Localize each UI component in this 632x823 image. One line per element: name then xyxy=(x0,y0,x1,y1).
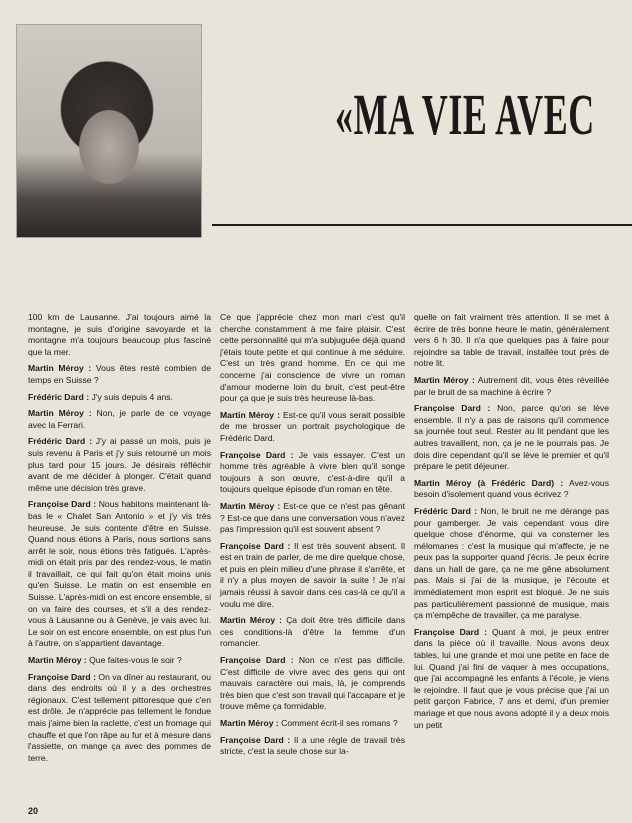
paragraph xyxy=(414,478,609,501)
paragraph xyxy=(28,408,211,431)
speaker-name: Françoise Dard : xyxy=(220,449,294,460)
paragraph xyxy=(28,499,211,650)
paragraph xyxy=(220,541,405,611)
speaker-name: Martin Méroy : xyxy=(28,408,92,419)
paragraph-text: 100 km de Lausanne. J'ai toujours aimé la montagne, je suis d'origine savoyarde et la montagne m'a toujours beaucoup plus fasciné que la mer. xyxy=(28,312,211,357)
paragraph xyxy=(28,655,211,667)
paragraph xyxy=(220,312,405,405)
paragraph-text: Comment écrit-il ses romans ? xyxy=(281,718,398,728)
speaker-name: Françoise Dard : xyxy=(28,499,97,510)
paragraph xyxy=(28,672,211,765)
paragraph xyxy=(220,735,405,758)
speaker-name: Martin Méroy (à Frédéric Dard) : xyxy=(414,477,564,488)
speaker-name: Martin Méroy : xyxy=(220,718,279,728)
paragraph-text: Autrement dit, vous êtes réveillée par le bruit de sa machine à écrire ? xyxy=(414,374,609,397)
speaker-name: Martin Méroy : xyxy=(220,409,280,420)
speaker-name: Martin Méroy : xyxy=(414,374,475,385)
portrait-photo xyxy=(16,24,202,238)
paragraph xyxy=(414,506,609,622)
text-column-1 xyxy=(28,312,211,800)
paragraph xyxy=(220,501,405,536)
paragraph xyxy=(220,718,405,730)
speaker-name: Françoise Dard : xyxy=(220,734,291,745)
paragraph xyxy=(220,450,405,496)
paragraph xyxy=(414,403,609,473)
paragraph xyxy=(220,410,405,445)
paragraph-text: Ce que j'apprécie chez mon mari c'est qu'il cherche constamment à me faire plaisir. C'est cette personnalité qui m'a subjuguée déjà quand j'étais toute petite et qui continue à me séduire. C'est un très grand homme. En ce qui me concerne j'ai conscience de vivre un roman d'amour moderne loin du bruit, c'est peut-être pour ça que je suis très heureuse là-bas. xyxy=(220,312,405,404)
paragraph-text: Je vais essayer. C'est un homme très agréable à vivre bien qu'il songe toujours à son œuvre, c'est-à-dire qu'il a toujours quelque épisode d'un roman en tête. xyxy=(220,449,405,495)
article-title: «MA VIE AVEC xyxy=(335,82,595,147)
paragraph-text: Il a une règle de travail très stricte, c'est la seule chose sur la- xyxy=(220,734,405,757)
text-column-2 xyxy=(220,312,405,800)
paragraph-text: J'y ai passé un mois, puis je suis revenu à Paris et j'y suis retourné un mois plus tard pour 15 jours. Je désirais réfléchir avant de me décider à plonger. C'était quand même une décision très grave. xyxy=(28,436,211,493)
speaker-name: Martin Méroy : xyxy=(28,655,87,666)
paragraph xyxy=(28,312,211,358)
paragraph xyxy=(28,436,211,494)
paragraph-text: J'y suis depuis 4 ans. xyxy=(91,391,173,402)
paragraph xyxy=(220,655,405,713)
speaker-name: Françoise Dard : xyxy=(414,403,491,414)
paragraph-text: Il est très souvent absent. Il est en train de parler, de me dire quelque chose, et puis en plein milieu d'une phrase il s'arrête, et il n'y a plus moyen de savoir la suite ! Je n'ai jamais réussi à savoir dans ces cas-là ce qu'il a voulu me dire. xyxy=(220,540,405,609)
paragraph-text: Ça doit être très difficile dans ces conditions-là d'être la femme d'un romancier. xyxy=(220,615,405,649)
paragraph-text: Avez-vous besoin d'isolement quand vous écrivez ? xyxy=(414,477,609,500)
speaker-name: Frédéric Dard : xyxy=(28,436,92,447)
speaker-name: Frédéric Dard : xyxy=(28,391,90,402)
paragraph-text: Vous êtes resté combien de temps en Suisse ? xyxy=(28,363,211,385)
paragraph-text: Non, parce qu'on se lève ensemble. Il n'y a pas de raisons qu'il commence sa journée tout seul. Rester au lit pendant que les autres travaillent, non, ça je ne le pourrais pas. Je dois dire cependant qu'il se lève le premier et qu'il prépare le petit déjeuner. xyxy=(414,403,609,472)
speaker-name: Martin Méroy : xyxy=(28,363,92,374)
paragraph-text: Non, je parle de ce voyage avec la Ferrari. xyxy=(28,408,211,430)
speaker-name: Françoise Dard : xyxy=(220,655,294,666)
speaker-name: Françoise Dard : xyxy=(220,540,291,551)
text-column-3 xyxy=(414,312,609,800)
paragraph xyxy=(414,375,609,398)
paragraph-text: Non ce n'est pas difficile. C'est difficile de vivre avec des gens qui ont mauvais caractère oui mais, là, je comprends très bien que c'est son travail qui l'accapare et je trouve même ça formidable. xyxy=(220,655,405,712)
paragraph-text: quelle on fait vraiment très attention. Il se met à écrire de très bonne heure le matin, généralement vers 6 h 30. Il n'a que quelques pas à faire pour rejoindre sa table de travail, installée tout près de notre lit. xyxy=(414,312,609,369)
speaker-name: Martin Méroy : xyxy=(220,615,283,626)
paragraph xyxy=(220,615,405,650)
paragraph-text: Quant à moi, je peux entrer dans la pièce où il travaille. Nous avons deux tables, lui une grande et moi une petite en face de lui. Quand j'ai fini de vaquer à mes occupations, que j'ai accompagné les enfants à l'école, je viens le rejoindre. Il faut que je vous précise que j'ai un petit garçon Fabrice, 7 ans et demi, d'un premier mariage et que nous avons adopté il y a deux mois un petit xyxy=(414,626,609,730)
speaker-name: Frédéric Dard : xyxy=(414,505,478,516)
speaker-name: Martin Méroy : xyxy=(220,500,281,511)
title-rule xyxy=(212,224,632,226)
speaker-name: Françoise Dard : xyxy=(28,671,96,682)
paragraph-text: Non, le bruit ne me dérange pas pour gamberger. Je vais cependant vous dire quelque chose d'énorme, qui va consterner les mélomanes : c'est la musique qui m'affecte, je ne peux pas la supporter quand j'écris. Je peux écrire dans un hall de gare, ça ne me gêne absolument pas. Mais si j'ai de la musique, je l'écoute et immédiatement mon esprit est bloqué. Je ne suis pas particulièrement passionné de musique, mais ça m'empêche de travailler, ça me paralyse. xyxy=(414,505,609,621)
paragraph xyxy=(28,363,211,386)
paragraph-text: Nous habitons maintenant là-bas le « Chalet San Antonio » et j'y vis très heureuse. Je suis contente d'être en Suisse. Quand nous étions à Paris, nous sortions sans arrêt le soir, nous étions très fatigués. L'après-midi on était pris par des rendez-vous, le matin il travaillait, ce qui fait qu'on était moins unis qu'en Suisse. Le matin on est ensemble en Suisse. L'après-midi on est encore ensemble, si on va faire des courses, et s'il a des rendez-vous à Lausanne ou à Genève, je vais avec lui. Le soir on est encore ensemble, on est plus l'un à l'autre, on s'appartient davantage. xyxy=(28,499,211,649)
page-number: 20 xyxy=(28,806,39,816)
paragraph-text: Est-ce qu'il vous serait possible de me brosser un portrait psychologique de Frédéric Dard. xyxy=(220,409,405,443)
paragraph xyxy=(414,627,609,731)
paragraph xyxy=(28,392,211,404)
paragraph xyxy=(414,312,609,370)
paragraph-text: On va dîner au restaurant, ou dans des endroits où il y a des orchestres régionaux. C'est tellement pittoresque que c'en est drôle. Je n'apprécie pas tellement le fondue mais j'aime bien la raclette, c'est un fromage qui chauffe et que l'on râpe au fur et à mesure dans l'assiette, on mange ça avec des pommes de terre. xyxy=(28,671,211,763)
paragraph-text: Est-ce que ce n'est pas gênant ? Est-ce que dans une conversation vous n'avez pas l'impression qu'il est souvent absent ? xyxy=(220,500,405,535)
paragraph-text: Que faites-vous le soir ? xyxy=(89,655,182,666)
speaker-name: Françoise Dard : xyxy=(414,626,487,637)
